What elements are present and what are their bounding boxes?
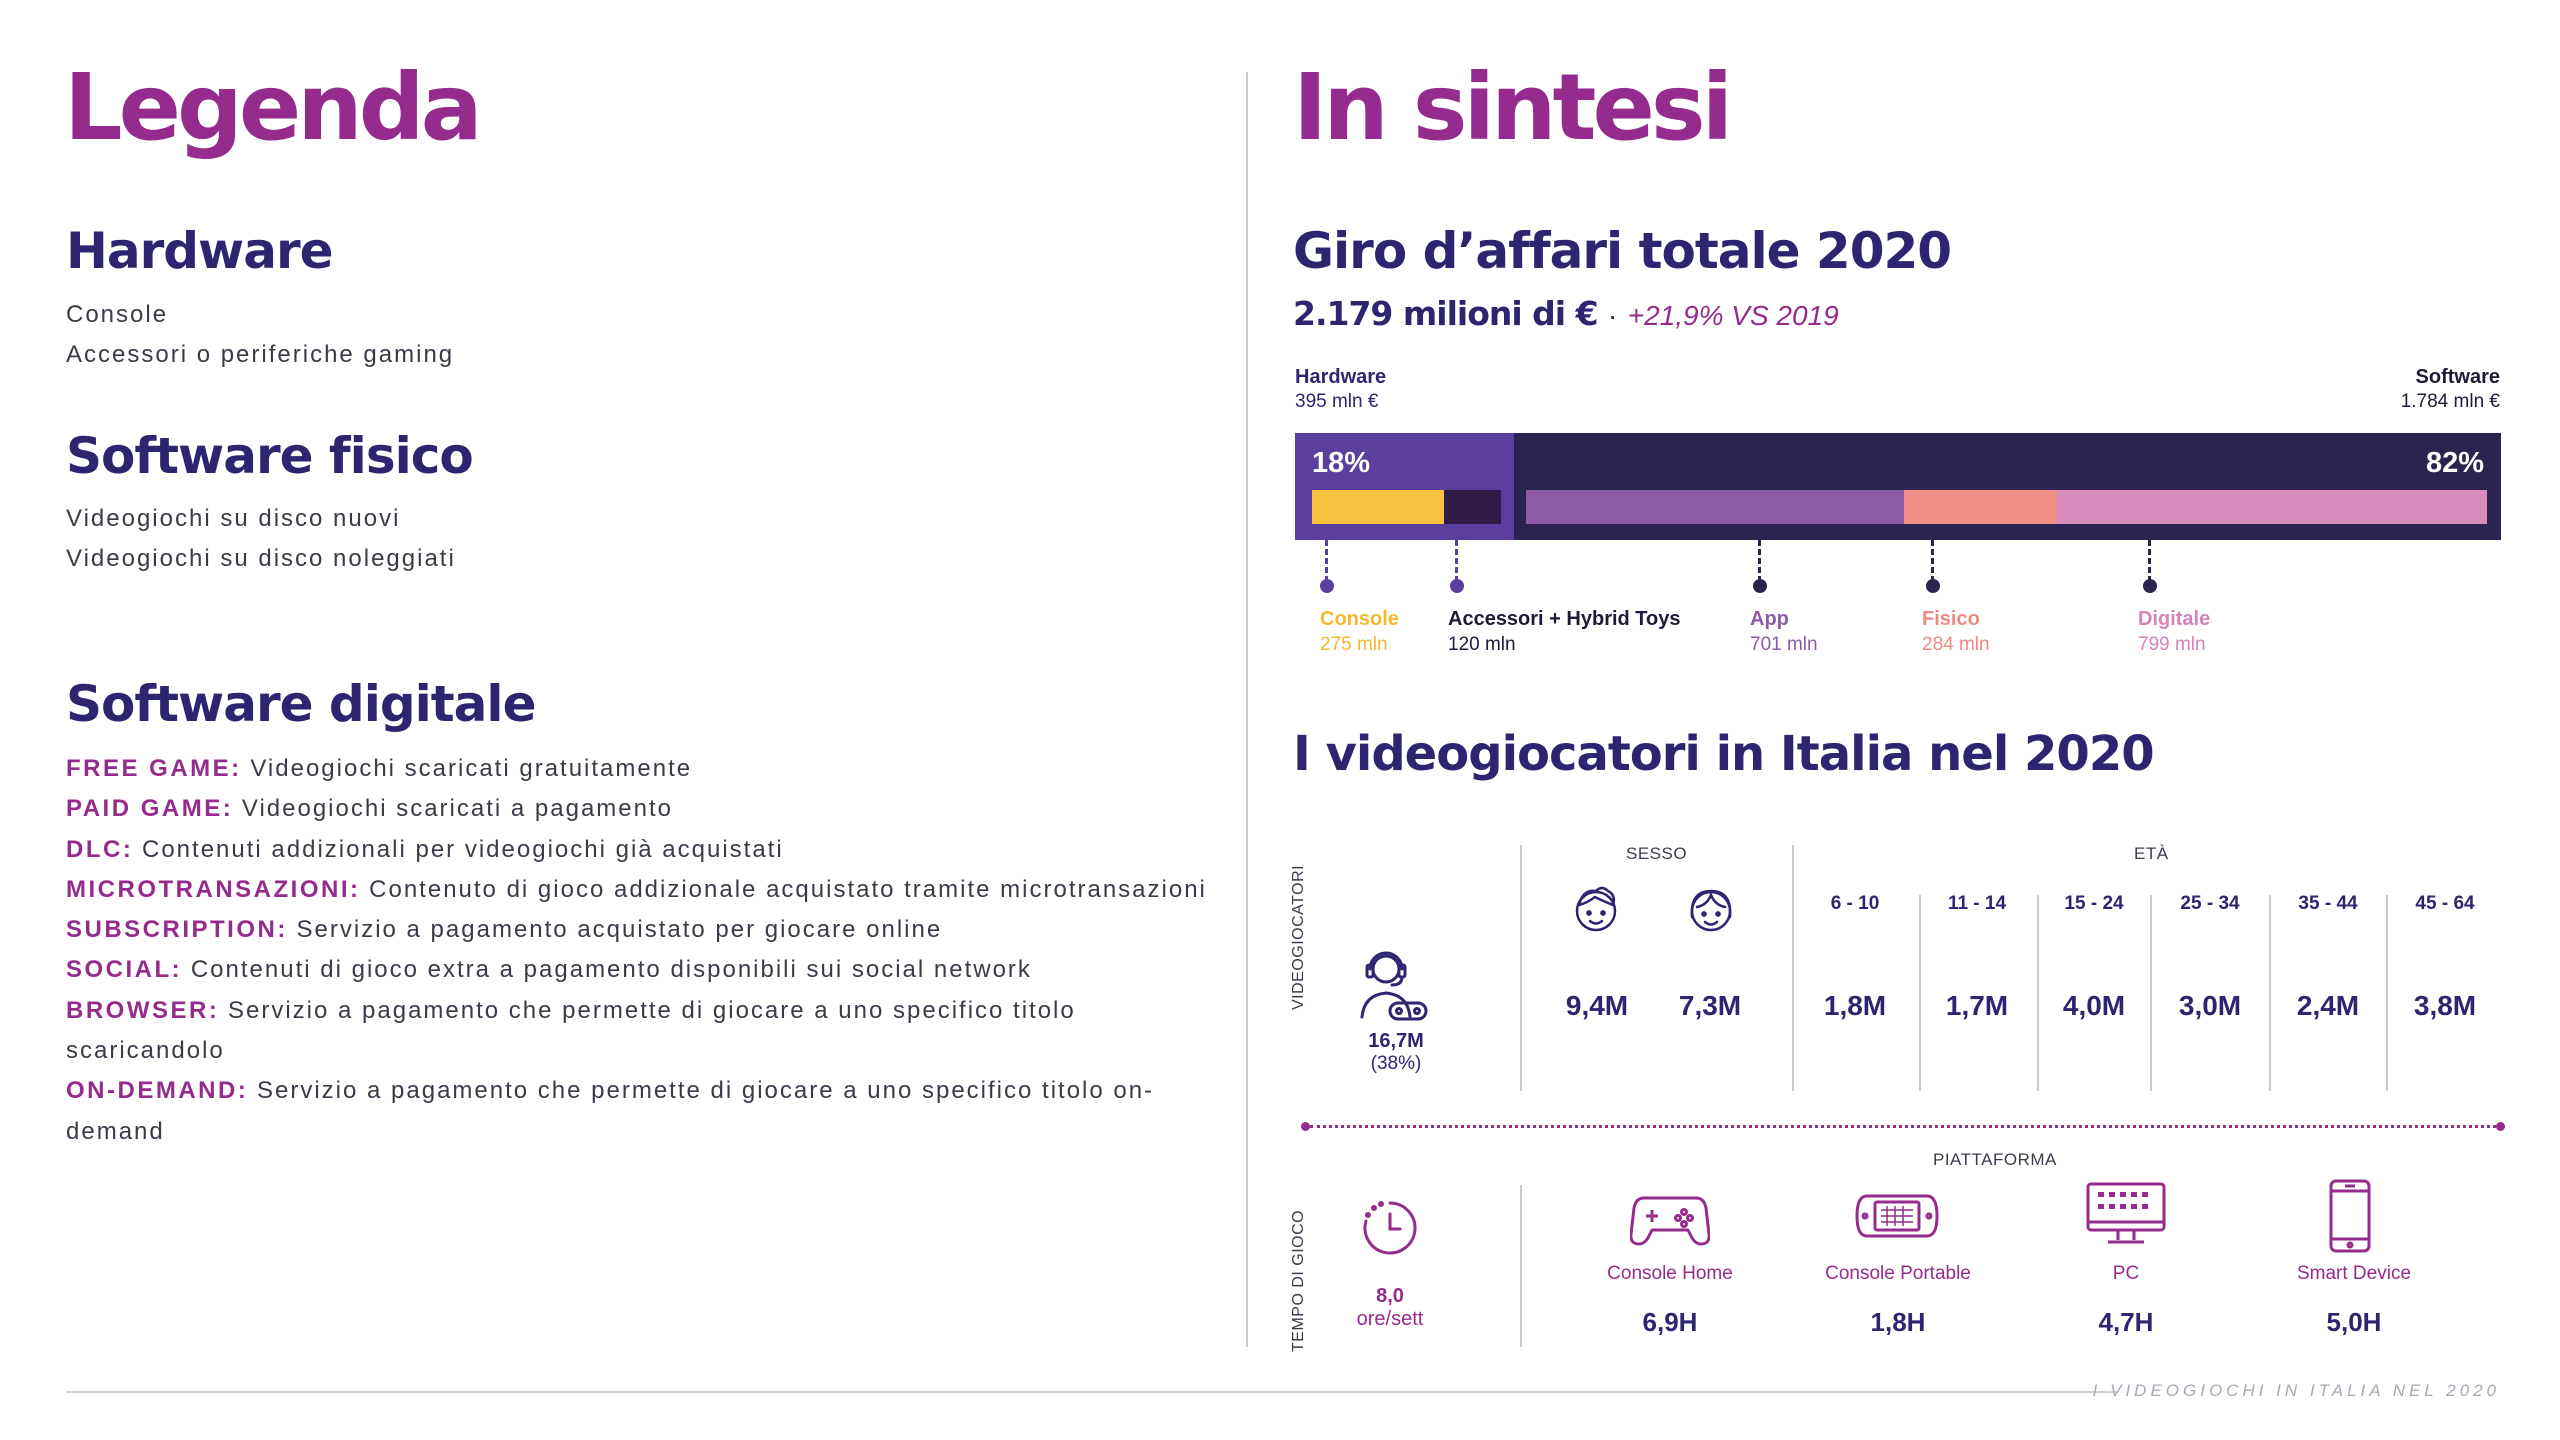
platform-name: Console Portable bbox=[1825, 1263, 1971, 1284]
software-value: 1.784 mln € bbox=[2400, 391, 2500, 412]
age-value: 1,7M bbox=[1945, 990, 2009, 1021]
definition-desc: Contenuto di gioco addizionale acquistato tramite microtransazioni bbox=[360, 875, 1207, 903]
hardware-item: Accessori o periferiche gaming bbox=[66, 341, 455, 368]
definition-desc: Servizio a pagamento che permette di giocare a uno specifico titolo scaricandolo bbox=[66, 996, 1076, 1065]
software-label: Software bbox=[2415, 366, 2500, 388]
hardware-heading: Hardware bbox=[66, 222, 333, 280]
console-segment bbox=[1312, 490, 1444, 524]
hardware-value: 395 mln € bbox=[1295, 391, 1379, 412]
summary-title: In sintesi bbox=[1293, 54, 1730, 161]
platform-name: PC bbox=[2112, 1263, 2140, 1284]
age-range: 35 - 44 bbox=[2298, 893, 2358, 914]
definition-item bbox=[66, 830, 1226, 870]
definition-term: BROWSER: bbox=[66, 996, 220, 1024]
time-total bbox=[1340, 1285, 1440, 1331]
console-callout-line bbox=[1325, 540, 1328, 582]
definition-item bbox=[66, 991, 1226, 1072]
definition-desc: Contenuti addizionali per videogiochi già acquistati bbox=[133, 835, 784, 863]
turnover-separator: · bbox=[1608, 300, 1618, 331]
software-total-label bbox=[2401, 366, 2500, 413]
players-total-value: 16,7M bbox=[1368, 1030, 1424, 1052]
accessori-legend-name: Accessori + Hybrid Toys bbox=[1448, 608, 1681, 630]
digitale-callout-line bbox=[2148, 540, 2151, 582]
definition-term: SOCIAL: bbox=[66, 956, 183, 984]
smartphone-icon bbox=[2327, 1178, 2373, 1259]
age-value: 3,8M bbox=[2413, 990, 2477, 1021]
turnover-total: 2.179 milioni di € bbox=[1293, 294, 1598, 333]
divider-age-3 bbox=[2150, 895, 2152, 1091]
app-legend bbox=[1750, 608, 1818, 656]
definition-item bbox=[66, 870, 1226, 910]
girl-face-icon bbox=[1685, 883, 1737, 940]
accessori-legend bbox=[1448, 608, 1681, 656]
turnover-total-line bbox=[1293, 294, 1839, 333]
accessori-callout-line bbox=[1455, 540, 1458, 582]
digitale-legend-name: Digitale bbox=[2138, 608, 2211, 630]
definition-item bbox=[66, 950, 1226, 990]
accessori-legend-value: 120 mln bbox=[1448, 634, 1516, 655]
age-range: 15 - 24 bbox=[2064, 893, 2124, 914]
software-digitale-heading: Software digitale bbox=[66, 675, 536, 733]
platform-value: 4,7H bbox=[2098, 1307, 2154, 1337]
definition-desc: Contenuti di gioco extra a pagamento disponibili sui social network bbox=[182, 956, 1032, 984]
column-divider bbox=[1246, 72, 1248, 1347]
age-range: 6 - 10 bbox=[1830, 893, 1880, 914]
fisico-legend bbox=[1922, 608, 1990, 656]
platform-name: Console Home bbox=[1607, 1263, 1733, 1284]
console-legend bbox=[1320, 608, 1399, 656]
boy-face-icon bbox=[1570, 883, 1622, 940]
time-value: 8,0 bbox=[1376, 1285, 1404, 1307]
divider-age-1 bbox=[1919, 895, 1921, 1091]
definition-term: MICROTRANSAZIONI: bbox=[66, 875, 361, 903]
hardware-list bbox=[66, 295, 454, 375]
hardware-total-label bbox=[1295, 366, 1386, 413]
sex-female-value: 7,3M bbox=[1678, 990, 1742, 1021]
divider-sex bbox=[1520, 845, 1522, 1091]
turnover-heading: Giro d’affari totale 2020 bbox=[1293, 222, 1952, 280]
software-fisico-item: Videogiochi su disco nuovi bbox=[66, 505, 401, 532]
divider-age-4 bbox=[2269, 895, 2271, 1091]
platform-value: 1,8H bbox=[1870, 1307, 1926, 1337]
section-separator bbox=[1310, 1125, 2496, 1128]
fisico-segment bbox=[1904, 490, 2057, 524]
sex-header: SESSO bbox=[1626, 844, 1688, 863]
hardware-percentage: 18% bbox=[1312, 447, 1371, 479]
footer-text: I VIDEOGIOCHI IN ITALIA NEL 2020 bbox=[2092, 1381, 2500, 1400]
console-legend-value: 275 mln bbox=[1320, 634, 1388, 655]
app-segment bbox=[1526, 490, 1904, 524]
pc-monitor-icon bbox=[2084, 1180, 2168, 1255]
app-callout-line bbox=[1758, 540, 1761, 582]
time-unit: ore/sett bbox=[1356, 1308, 1424, 1330]
age-range: 11 - 14 bbox=[1947, 893, 2007, 914]
digitale-legend bbox=[2138, 608, 2210, 656]
definition-term: FREE GAME: bbox=[66, 755, 242, 782]
hardware-label: Hardware bbox=[1295, 366, 1387, 388]
players-heading: I videogiocatori in Italia nel 2020 bbox=[1293, 726, 2154, 782]
platform-value: 5,0H bbox=[2326, 1307, 2382, 1337]
players-row-label: VIDEOGIOCATORI bbox=[1290, 864, 1307, 1010]
hardware-item: Console bbox=[66, 301, 169, 328]
fisico-legend-name: Fisico bbox=[1922, 608, 1980, 630]
fisico-callout-line bbox=[1931, 540, 1934, 582]
definition-desc: Servizio a pagamento acquistato per giocare online bbox=[287, 916, 943, 944]
accessori-callout-dot bbox=[1450, 579, 1464, 593]
age-value: 4,0M bbox=[2062, 990, 2126, 1021]
digitale-segment bbox=[2057, 490, 2487, 524]
gamer-icon bbox=[1356, 947, 1430, 1030]
app-callout-dot bbox=[1753, 579, 1767, 593]
definition-item bbox=[66, 1071, 1226, 1152]
gamepad-icon bbox=[1630, 1188, 1710, 1253]
separator-dot-left bbox=[1301, 1122, 1310, 1131]
software-percentage: 82% bbox=[2425, 447, 2484, 479]
accessori-segment bbox=[1444, 490, 1501, 524]
definition-term: ON-DEMAND: bbox=[66, 1077, 249, 1105]
legend-title: Legenda bbox=[64, 54, 479, 161]
definition-item bbox=[66, 749, 1226, 789]
players-total bbox=[1356, 1030, 1436, 1075]
software-fisico-item: Videogiochi su disco noleggiati bbox=[66, 545, 456, 572]
divider-age bbox=[1792, 845, 1794, 1091]
clock-icon bbox=[1360, 1198, 1420, 1263]
software-fisico-heading: Software fisico bbox=[66, 427, 473, 485]
definition-desc: Videogiochi scaricati a pagamento bbox=[233, 795, 674, 823]
digitale-callout-dot bbox=[2143, 579, 2157, 593]
software-fisico-list bbox=[66, 499, 456, 579]
definition-desc: Videogiochi scaricati gratuitamente bbox=[241, 755, 693, 782]
time-row-label: TEMPO DI GIOCO bbox=[1290, 1209, 1307, 1352]
turnover-growth: +21,9% VS 2019 bbox=[1627, 300, 1839, 331]
players-total-pct: (38%) bbox=[1370, 1053, 1422, 1074]
definition-term: SUBSCRIPTION: bbox=[66, 916, 288, 944]
app-legend-value: 701 mln bbox=[1750, 634, 1818, 655]
separator-dot-right bbox=[2496, 1122, 2505, 1131]
definition-item bbox=[66, 910, 1226, 950]
footer-rule bbox=[66, 1391, 2118, 1393]
age-header: ETÀ bbox=[2134, 844, 2169, 863]
sex-male-value: 9,4M bbox=[1565, 990, 1629, 1021]
console-legend-name: Console bbox=[1320, 608, 1399, 630]
age-value: 2,4M bbox=[2296, 990, 2360, 1021]
age-range: 25 - 34 bbox=[2180, 893, 2240, 914]
platform-value: 6,9H bbox=[1642, 1307, 1698, 1337]
age-value: 3,0M bbox=[2178, 990, 2242, 1021]
fisico-callout-dot bbox=[1926, 579, 1940, 593]
age-range: 45 - 64 bbox=[2415, 893, 2475, 914]
age-value: 1,8M bbox=[1823, 990, 1887, 1021]
app-legend-name: App bbox=[1750, 608, 1789, 630]
definition-term: PAID GAME: bbox=[66, 795, 234, 823]
digitale-legend-value: 799 mln bbox=[2138, 634, 2206, 655]
turnover-bar bbox=[1295, 433, 2501, 540]
fisico-legend-value: 284 mln bbox=[1922, 634, 1990, 655]
definition-term: DLC: bbox=[66, 835, 134, 863]
divider-platform bbox=[1520, 1185, 1522, 1347]
divider-age-5 bbox=[2386, 895, 2388, 1091]
platform-header: PIATTAFORMA bbox=[1933, 1150, 2057, 1169]
platform-name: Smart Device bbox=[2296, 1263, 2412, 1284]
definition-item bbox=[66, 789, 1226, 829]
definition-desc: Servizio a pagamento che permette di giocare a uno specifico titolo on-demand bbox=[66, 1077, 1155, 1145]
console-callout-dot bbox=[1320, 579, 1334, 593]
software-digitale-list bbox=[66, 749, 1226, 1152]
handheld-console-icon bbox=[1855, 1190, 1939, 1247]
